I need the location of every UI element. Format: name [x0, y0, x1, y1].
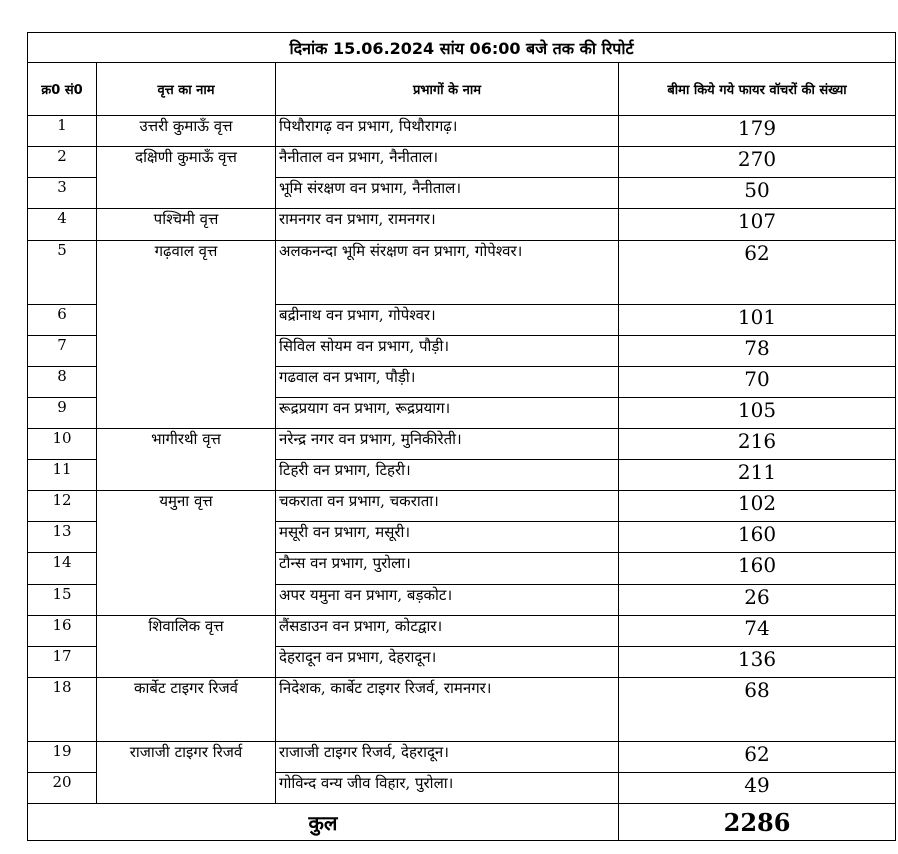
circle-name-cell: शिवालिक वृत्त: [97, 616, 276, 678]
watcher-count-cell: 160: [619, 553, 896, 585]
division-name-cell: निदेशक, कार्बेट टाइगर रिजर्व, रामनगर।: [276, 678, 619, 742]
serial-number-cell: 16: [28, 616, 97, 647]
watcher-count-cell: 105: [619, 398, 896, 429]
serial-number-cell: 10: [28, 429, 97, 460]
division-name-cell: नैनीताल वन प्रभाग, नैनीताल।: [276, 147, 619, 178]
circle-name-cell: यमुना वृत्त: [97, 491, 276, 616]
watcher-count-cell: 26: [619, 585, 896, 616]
watcher-count-cell: 136: [619, 647, 896, 678]
division-name-cell: टिहरी वन प्रभाग, टिहरी।: [276, 460, 619, 491]
table-row: [28, 241, 896, 305]
watcher-count-cell: 270: [619, 147, 896, 178]
watcher-count-cell: 62: [619, 742, 896, 773]
serial-number-cell: 3: [28, 178, 97, 209]
serial-number-cell: 13: [28, 522, 97, 553]
division-name-cell: अलकनन्दा भूमि संरक्षण वन प्रभाग, गोपेश्वर।: [276, 241, 619, 305]
table-row: [28, 116, 896, 147]
watcher-count-cell: 160: [619, 522, 896, 553]
serial-number-cell: 6: [28, 305, 97, 336]
division-name-cell: पिथौरागढ़ वन प्रभाग, पिथौरागढ़।: [276, 116, 619, 147]
circle-name-cell: पश्चिमी वृत्त: [97, 209, 276, 241]
table-row: [28, 742, 896, 773]
division-name-cell: अपर यमुना वन प्रभाग, बड़कोट।: [276, 585, 619, 616]
watcher-count-cell: 70: [619, 367, 896, 398]
division-name-cell: भूमि संरक्षण वन प्रभाग, नैनीताल।: [276, 178, 619, 209]
division-name-cell: बद्रीनाथ वन प्रभाग, गोपेश्वर।: [276, 305, 619, 336]
division-name-cell: टौन्स वन प्रभाग, पुरोला।: [276, 553, 619, 585]
watcher-count-cell: 211: [619, 460, 896, 491]
header-division-name: प्रभागों के नाम: [276, 63, 619, 116]
division-name-cell: गढवाल वन प्रभाग, पौड़ी।: [276, 367, 619, 398]
division-name-cell: नरेन्द्र नगर वन प्रभाग, मुनिकीरेती।: [276, 429, 619, 460]
serial-number-cell: 1: [28, 116, 97, 147]
division-name-cell: देहरादून वन प्रभाग, देहरादून।: [276, 647, 619, 678]
circle-name-cell: दक्षिणी कुमाऊँ वृत्त: [97, 147, 276, 209]
circle-name-cell: गढ़वाल वृत्त: [97, 241, 276, 429]
title-row: [28, 33, 896, 63]
division-name-cell: रामनगर वन प्रभाग, रामनगर।: [276, 209, 619, 241]
watcher-count-cell: 49: [619, 773, 896, 804]
watcher-count-cell: 101: [619, 305, 896, 336]
serial-number-cell: 12: [28, 491, 97, 522]
table-row: [28, 491, 896, 522]
division-name-cell: मसूरी वन प्रभाग, मसूरी।: [276, 522, 619, 553]
table-row: [28, 429, 896, 460]
header-circle-name: वृत्त का नाम: [97, 63, 276, 116]
watcher-count-cell: 102: [619, 491, 896, 522]
serial-number-cell: 19: [28, 742, 97, 773]
header-insured-watchers-count: बीमा किये गये फायर वॉचरों की संख्या: [619, 63, 896, 116]
serial-number-cell: 5: [28, 241, 97, 305]
serial-number-cell: 20: [28, 773, 97, 804]
serial-number-cell: 4: [28, 209, 97, 241]
division-name-cell: लैंसडाउन वन प्रभाग, कोटद्वार।: [276, 616, 619, 647]
circle-name-cell: भागीरथी वृत्त: [97, 429, 276, 491]
report-title: दिनांक 15.06.2024 सांय 06:00 बजे तक की रिपोर्ट: [28, 33, 896, 63]
circle-name-cell: कार्बेट टाइगर रिजर्व: [97, 678, 276, 742]
serial-number-cell: 15: [28, 585, 97, 616]
serial-number-cell: 9: [28, 398, 97, 429]
serial-number-cell: 11: [28, 460, 97, 491]
division-name-cell: सिविल सोयम वन प्रभाग, पौड़ी।: [276, 336, 619, 367]
division-name-cell: रूद्रप्रयाग वन प्रभाग, रूद्रप्रयाग।: [276, 398, 619, 429]
watcher-count-cell: 78: [619, 336, 896, 367]
watcher-count-cell: 68: [619, 678, 896, 742]
serial-number-cell: 8: [28, 367, 97, 398]
watcher-count-cell: 179: [619, 116, 896, 147]
serial-number-cell: 14: [28, 553, 97, 585]
total-value: 2286: [619, 804, 896, 841]
table-row: [28, 147, 896, 178]
header-serial-number: क्र0 सं0: [28, 63, 97, 116]
table-row: [28, 209, 896, 241]
watcher-count-cell: 216: [619, 429, 896, 460]
circle-name-cell: उत्तरी कुमाऊँ वृत्त: [97, 116, 276, 147]
watcher-count-cell: 62: [619, 241, 896, 305]
total-label: कुल: [28, 804, 619, 841]
watcher-count-cell: 74: [619, 616, 896, 647]
watcher-count-cell: 107: [619, 209, 896, 241]
total-row: [28, 804, 896, 841]
header-row: [28, 63, 896, 116]
division-name-cell: चकराता वन प्रभाग, चकराता।: [276, 491, 619, 522]
circle-name-cell: राजाजी टाइगर रिजर्व: [97, 742, 276, 804]
serial-number-cell: 17: [28, 647, 97, 678]
fire-watcher-report-table: [27, 32, 896, 841]
watcher-count-cell: 50: [619, 178, 896, 209]
serial-number-cell: 7: [28, 336, 97, 367]
serial-number-cell: 2: [28, 147, 97, 178]
serial-number-cell: 18: [28, 678, 97, 742]
table-row: [28, 616, 896, 647]
division-name-cell: गोविन्द वन्य जीव विहार, पुरोला।: [276, 773, 619, 804]
division-name-cell: राजाजी टाइगर रिजर्व, देहरादून।: [276, 742, 619, 773]
table-row: [28, 678, 896, 742]
